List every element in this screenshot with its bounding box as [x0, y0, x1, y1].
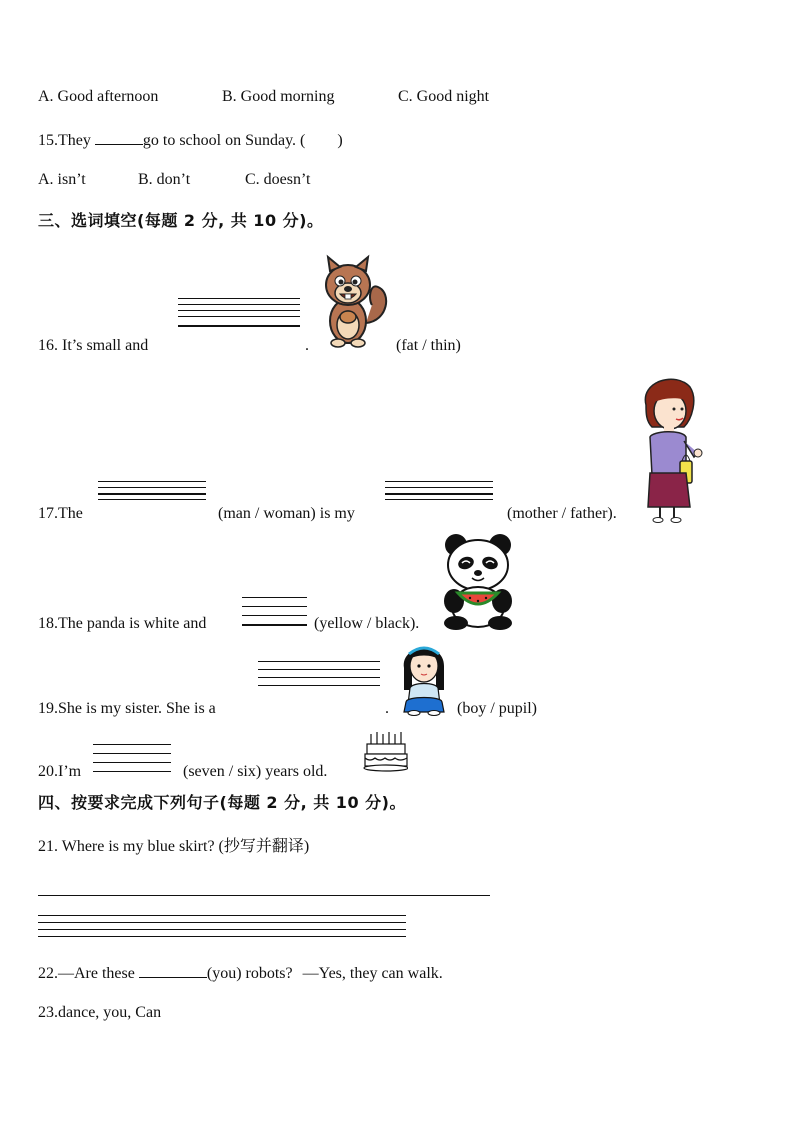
q17-choices: (mother / father).	[507, 505, 617, 522]
q15-option-c: C. doesn’t	[245, 171, 311, 188]
q21-answer-line[interactable]	[38, 895, 490, 901]
q15-option-b: B. don’t	[138, 171, 191, 188]
q15-rest: go to school on Sunday. (	[142, 132, 306, 149]
q19-choices: (boy / pupil)	[457, 700, 537, 717]
q15-option-a: A. isn’t	[38, 171, 86, 188]
squirrel-picture	[318, 253, 390, 354]
q18-writing-lines[interactable]	[242, 597, 307, 631]
q18-choices: (yellow / black).	[314, 615, 420, 632]
q23-text: 23.dance, you, Can	[38, 1004, 162, 1021]
q15-prefix: 15.They	[38, 132, 91, 149]
section-4-title: 四、按要求完成下列句子(每题 2 分, 共 10 分)。	[38, 793, 406, 812]
q19-text: 19.She is my sister. She is a	[38, 700, 216, 717]
q17-writing-lines-2[interactable]	[385, 481, 493, 505]
q20-choices: (seven / six) years old.	[183, 763, 328, 780]
q17-writing-lines-1[interactable]	[98, 481, 206, 505]
q17-prefix: 17.The	[38, 505, 83, 522]
girl-picture	[396, 638, 452, 721]
q20-writing-lines[interactable]	[93, 744, 171, 777]
q21-text: 21. Where is my blue skirt? (抄写并翻译)	[38, 838, 310, 855]
section-3-title: 三、选词填空(每题 2 分, 共 10 分)。	[38, 211, 324, 230]
q16-period: .	[305, 337, 309, 354]
q22-prefix: 22.—Are these	[38, 965, 135, 982]
q14-option-a: A. Good afternoon	[38, 88, 159, 105]
q21-writing-lines[interactable]	[38, 915, 406, 942]
birthday-cake-picture	[362, 728, 408, 779]
q16-text: 16. It’s small and	[38, 337, 149, 354]
q15-close: )	[337, 132, 343, 149]
panda-picture	[440, 533, 516, 636]
q19-writing-lines[interactable]	[258, 661, 380, 691]
q15-question	[38, 130, 343, 150]
q22-blank[interactable]	[139, 963, 207, 978]
q20-prefix: 20.I’m	[38, 763, 82, 780]
q19-period: .	[385, 700, 389, 717]
q15-blank[interactable]	[95, 130, 143, 145]
q16-writing-lines[interactable]	[178, 298, 300, 332]
q16-choices: (fat / thin)	[396, 337, 461, 354]
q14-option-c: C. Good night	[398, 88, 490, 105]
q18-text: 18.The panda is white and	[38, 615, 207, 632]
q22-middle: (you) robots?	[206, 965, 293, 982]
woman-picture	[636, 375, 706, 528]
q22-question	[38, 963, 443, 983]
q17-middle: (man / woman) is my	[218, 505, 355, 522]
q14-option-b: B. Good morning	[222, 88, 335, 105]
q22-answer: —Yes, they can walk.	[302, 965, 443, 982]
